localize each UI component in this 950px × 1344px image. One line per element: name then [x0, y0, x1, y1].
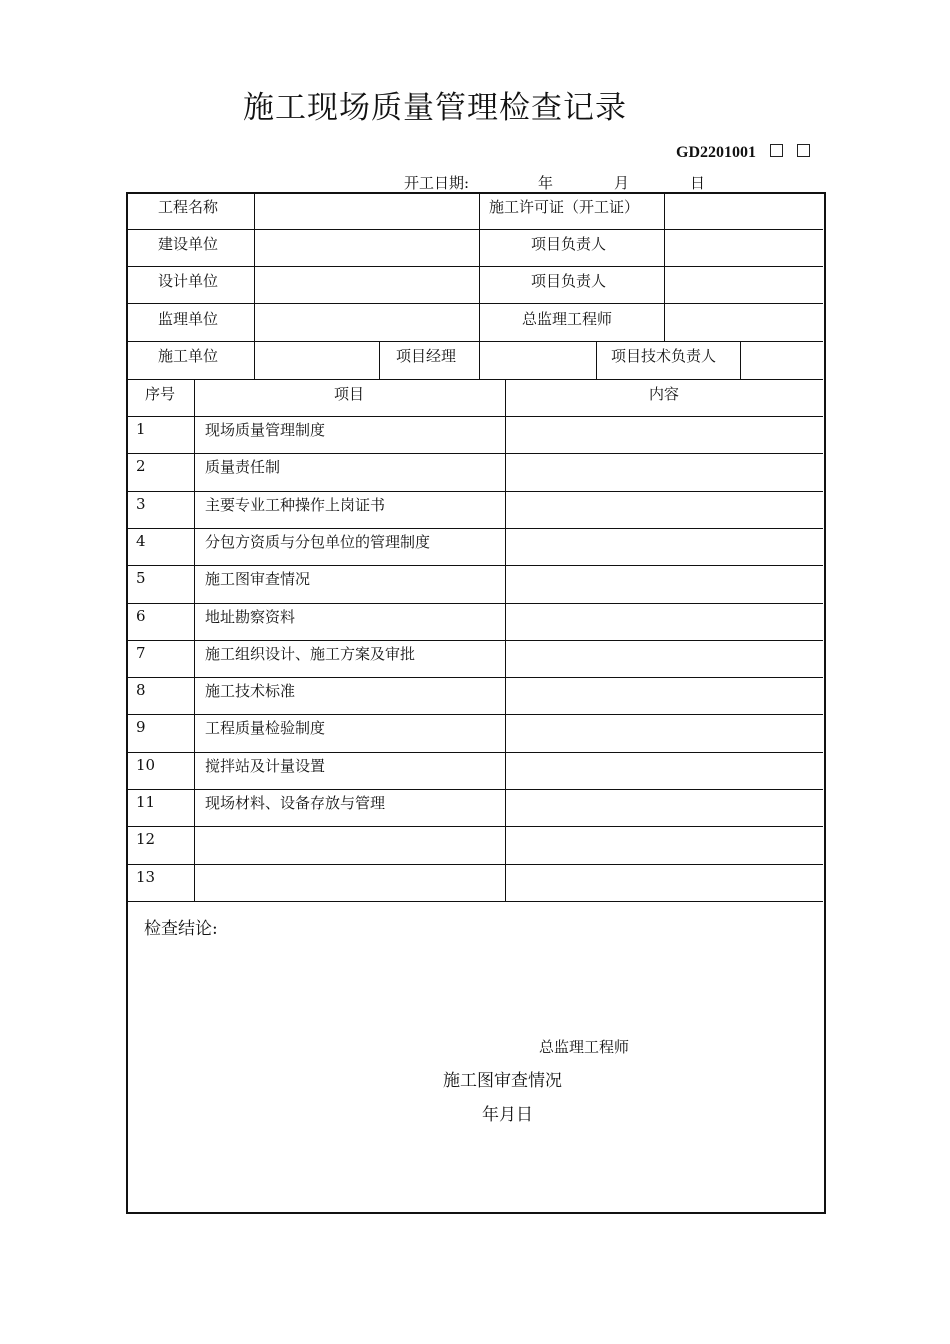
- grid-line: [127, 453, 823, 454]
- header-content: 内容: [649, 385, 680, 403]
- conclusion-date: 年月日: [482, 1105, 533, 1125]
- row-item: 搅拌站及计量设置: [205, 757, 326, 775]
- grid-line: [127, 789, 823, 790]
- row-item: 分包方资质与分包单位的管理制度: [205, 533, 431, 551]
- row-item: 地址勘察资料: [205, 608, 296, 626]
- row-number: 6: [136, 607, 146, 625]
- grid-line: [127, 640, 823, 641]
- project-name-label: 工程名称: [158, 198, 219, 216]
- builder-label: 建设单位: [158, 235, 219, 253]
- grid-line: [254, 193, 255, 379]
- row-number: 12: [136, 830, 156, 848]
- grid-line: [740, 341, 741, 379]
- grid-line: [127, 677, 823, 678]
- chief-supervisor-label: 总监理工程师: [522, 310, 613, 328]
- row-number: 13: [136, 868, 156, 886]
- row-item: 施工图审查情况: [205, 570, 311, 588]
- row-item: 施工组织设计、施工方案及审批: [205, 645, 416, 663]
- page-title: 施工现场质量管理检查记录: [243, 90, 627, 126]
- grid-line: [664, 193, 665, 341]
- grid-line: [127, 826, 823, 827]
- designer-lead-label: 项目负责人: [531, 272, 607, 290]
- grid-line: [127, 229, 823, 230]
- header-item: 项目: [334, 385, 365, 403]
- row-item: 施工技术标准: [205, 682, 296, 700]
- grid-line: [194, 379, 195, 901]
- grid-line: [127, 864, 823, 865]
- header-no: 序号: [145, 385, 176, 403]
- pm-label: 项目经理: [396, 347, 457, 365]
- grid-line: [479, 193, 480, 379]
- chief-supervisor-signature: 总监理工程师: [539, 1038, 630, 1056]
- row-item: 现场材料、设备存放与管理: [205, 794, 386, 812]
- row-number: 11: [136, 793, 156, 811]
- row-number: 7: [136, 644, 146, 662]
- permit-label: 施工许可证（开工证）: [489, 198, 640, 216]
- conclusion-line2: 施工图审查情况: [443, 1071, 562, 1091]
- row-number: 3: [136, 495, 146, 513]
- grid-line: [127, 603, 823, 604]
- grid-line: [127, 416, 823, 417]
- row-number: 10: [136, 756, 156, 774]
- row-item: 主要专业工种操作上岗证书: [205, 496, 386, 514]
- grid-line: [127, 303, 823, 304]
- grid-line: [379, 341, 380, 379]
- grid-line: [127, 341, 823, 342]
- row-number: 2: [136, 457, 146, 475]
- grid-line: [127, 491, 823, 492]
- conclusion-label: 检查结论:: [144, 919, 218, 939]
- checkbox-2[interactable]: [797, 144, 810, 157]
- builder-lead-label: 项目负责人: [531, 235, 607, 253]
- form-frame: [126, 192, 826, 1214]
- start-date-month: 月: [614, 174, 630, 192]
- grid-line: [127, 901, 823, 902]
- grid-line: [505, 379, 506, 901]
- tech-lead-label: 项目技术负责人: [611, 347, 717, 365]
- row-number: 1: [136, 420, 146, 438]
- form-code-text: GD2201001: [676, 144, 756, 161]
- row-item: 现场质量管理制度: [205, 421, 326, 439]
- grid-line: [127, 565, 823, 566]
- start-date-day: 日: [690, 174, 706, 192]
- grid-line: [127, 752, 823, 753]
- start-date-label: 开工日期:: [404, 174, 470, 192]
- form-code: [676, 144, 810, 162]
- row-number: 9: [136, 718, 146, 736]
- row-number: 5: [136, 569, 146, 587]
- row-item: 质量责任制: [205, 458, 281, 476]
- start-date-year: 年: [538, 174, 554, 192]
- row-number: 4: [136, 532, 146, 550]
- supervisor-label: 监理单位: [158, 310, 219, 328]
- checkbox-1[interactable]: [770, 144, 783, 157]
- grid-line: [127, 379, 823, 380]
- row-number: 8: [136, 681, 146, 699]
- designer-label: 设计单位: [158, 272, 219, 290]
- row-item: 工程质量检验制度: [205, 719, 326, 737]
- grid-line: [127, 714, 823, 715]
- grid-line: [127, 266, 823, 267]
- constructor-label: 施工单位: [158, 347, 219, 365]
- grid-line: [127, 528, 823, 529]
- grid-line: [596, 341, 597, 379]
